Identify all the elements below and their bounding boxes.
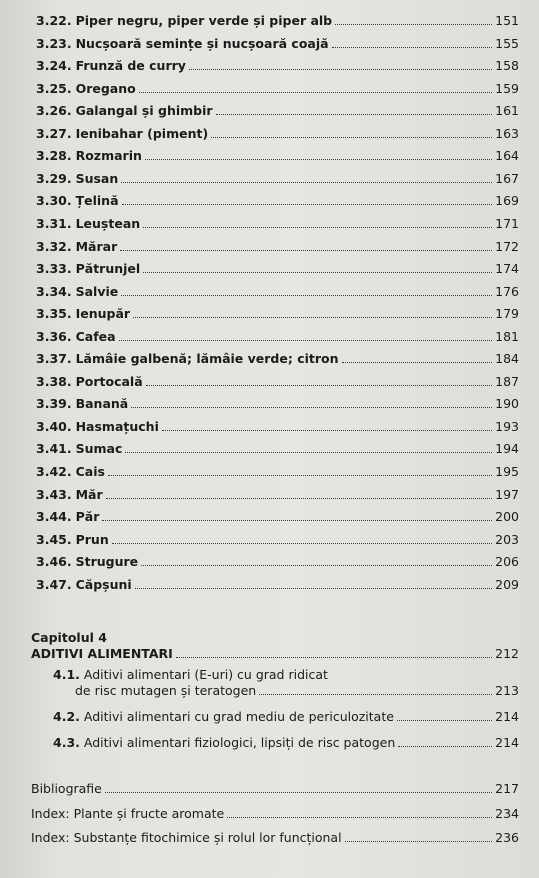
toc-entry <box>36 170 519 186</box>
toc-entry <box>36 576 519 592</box>
leader-dots <box>139 92 492 93</box>
entry-number: 3.36. <box>36 328 72 344</box>
entry-title: Rozmarin <box>75 148 142 164</box>
entry-title: Sumac <box>75 441 123 457</box>
entry-title: Index: Plante și fructe aromate <box>31 806 225 821</box>
entry-number: 3.39. <box>36 396 72 412</box>
leader-dots <box>227 817 492 818</box>
entry-title: Pătrunjel <box>75 261 141 277</box>
entry-number: 3.47. <box>36 576 72 592</box>
entry-title: Măr <box>75 486 103 502</box>
leader-dots <box>189 69 492 70</box>
leader-dots <box>141 565 492 566</box>
toc-entry-index-plants <box>31 805 519 821</box>
page-number: 174 <box>495 261 519 277</box>
entry-number: 3.40. <box>36 418 72 434</box>
page-number: 176 <box>495 283 519 299</box>
entry-title: Cais <box>75 464 105 479</box>
entry-title: Cafea <box>75 328 116 344</box>
page-number: 206 <box>495 554 519 570</box>
page-number: 164 <box>495 148 519 164</box>
leader-dots <box>119 340 493 341</box>
toc-entry <box>36 350 519 366</box>
entry-title: Căpșuni <box>75 576 132 592</box>
entry-title: Strugure <box>75 554 139 570</box>
page-number: 159 <box>495 80 519 96</box>
leader-dots <box>332 47 493 48</box>
chapter-title-row <box>31 645 519 661</box>
entry-title: Lămâie galbenă; lămâie verde; citron <box>75 351 339 367</box>
leader-dots <box>345 841 493 842</box>
entry-number: 3.31. <box>36 215 72 231</box>
toc-entry-4-1-line2 <box>75 682 519 698</box>
entry-number: 3.25. <box>36 80 72 96</box>
leader-dots <box>122 204 493 205</box>
entry-number: 3.38. <box>36 373 72 389</box>
toc-entry-4-1-line1 <box>53 667 328 682</box>
entry-title: Portocală <box>75 373 143 389</box>
toc-entry-4-2 <box>53 708 519 724</box>
toc-entry <box>36 463 519 479</box>
page-number: 197 <box>495 486 519 502</box>
entry-number: 4.2. <box>53 709 80 724</box>
entry-title: Banană <box>75 396 129 412</box>
toc-entry-index-phytochemicals <box>31 829 519 845</box>
toc-entry <box>36 531 519 547</box>
page-number: 169 <box>495 193 519 209</box>
leader-dots <box>145 159 492 160</box>
entry-number: 3.24. <box>36 58 72 74</box>
page-number: 194 <box>495 441 519 457</box>
page-number: 167 <box>495 170 519 186</box>
toc-entry <box>36 238 519 254</box>
entry-title: Țelină <box>75 193 119 209</box>
toc-entry <box>36 305 519 321</box>
entry-title: Index: Substanțe fitochimice și rolul lor funcțional <box>31 830 342 845</box>
page-number: 187 <box>495 373 519 389</box>
entry-title: Aditivi alimentari (E-uri) cu grad ridicat <box>83 667 328 682</box>
entry-title: Păr <box>75 509 100 525</box>
chapter-title: ADITIVI ALIMENTARI <box>31 646 173 661</box>
entry-number: 3.22. <box>36 13 72 28</box>
entry-number: 4.1. <box>53 667 80 682</box>
leader-dots <box>112 543 492 544</box>
entry-title: Aditivi alimentari fiziologici, lipsiți de risc patogen <box>83 735 396 750</box>
entry-title: Bibliografie <box>31 781 102 796</box>
toc-entry <box>36 508 519 524</box>
entry-title: Ienibahar (piment) <box>75 125 209 141</box>
entry-number: 3.46. <box>36 554 72 570</box>
entry-title: Susan <box>75 170 119 186</box>
leader-dots <box>102 520 492 521</box>
entry-number: 3.37. <box>36 351 72 367</box>
toc-entry <box>36 283 519 299</box>
leader-dots <box>143 272 492 273</box>
leader-dots <box>135 588 492 589</box>
toc-entry <box>36 102 519 118</box>
page-number: 190 <box>495 396 519 412</box>
page-number: 179 <box>495 306 519 322</box>
entry-number: 3.26. <box>36 103 72 119</box>
toc-entry <box>36 440 519 456</box>
toc-entry-bibliography <box>31 780 519 796</box>
page-number: 214 <box>495 735 519 750</box>
page-number: 151 <box>495 13 519 28</box>
entry-title: Ienupăr <box>75 306 131 322</box>
entry-title: Oregano <box>75 80 136 96</box>
leader-dots <box>216 114 493 115</box>
entry-number: 3.42. <box>36 464 72 479</box>
entry-title: Galangal și ghimbir <box>75 103 213 119</box>
page-number: 200 <box>495 509 519 525</box>
entry-title-continued: de risc mutagen și teratogen <box>75 683 257 698</box>
entry-number: 3.41. <box>36 441 72 457</box>
entry-number: 3.30. <box>36 193 72 209</box>
entry-title: Mărar <box>75 238 118 254</box>
toc-entry <box>36 192 519 208</box>
toc-entry <box>36 395 519 411</box>
leader-dots <box>397 720 492 721</box>
leader-dots <box>131 407 492 408</box>
entry-number: 4.3. <box>53 735 80 750</box>
leader-dots <box>121 295 492 296</box>
entry-number: 3.23. <box>36 35 72 51</box>
entry-number: 3.27. <box>36 125 72 141</box>
toc-entry <box>36 215 519 231</box>
toc-entry <box>36 418 519 434</box>
entry-number: 3.45. <box>36 531 72 547</box>
toc-entry-4-3 <box>53 734 519 750</box>
entry-title: Aditivi alimentari cu grad mediu de periculozitate <box>83 709 394 724</box>
entry-title: Frunză de curry <box>75 58 186 74</box>
leader-dots <box>120 250 492 251</box>
leader-dots <box>133 317 492 318</box>
toc-entry <box>36 553 519 569</box>
toc-entry <box>36 373 519 389</box>
page-number: 213 <box>495 683 519 698</box>
leader-dots <box>211 137 492 138</box>
chapter-label: Capitolul 4 <box>31 630 107 645</box>
toc-entry <box>36 328 519 344</box>
leader-dots <box>398 746 492 747</box>
leader-dots <box>108 475 492 476</box>
toc-entry <box>36 125 519 141</box>
entry-number: 3.32. <box>36 238 72 254</box>
page-number: 214 <box>495 709 519 724</box>
page-number: 163 <box>495 125 519 141</box>
entry-title: Prun <box>75 531 109 547</box>
entry-number: 3.35. <box>36 306 72 322</box>
entry-title: Nucșoară semințe și nucșoară coajă <box>75 35 329 51</box>
leader-dots <box>342 362 493 363</box>
leader-dots <box>162 430 492 431</box>
entry-number: 3.29. <box>36 170 72 186</box>
toc-entry <box>36 35 519 51</box>
page-number: 212 <box>495 646 519 661</box>
page-number: 161 <box>495 103 519 119</box>
page-number: 181 <box>495 328 519 344</box>
page-number: 234 <box>495 806 519 821</box>
page-number: 217 <box>495 781 519 796</box>
page-number: 236 <box>495 830 519 845</box>
entry-title: Salvie <box>75 283 119 299</box>
entry-title: Hasmațuchi <box>75 418 159 434</box>
leader-dots <box>121 182 492 183</box>
page-number: 209 <box>495 576 519 592</box>
leader-dots <box>143 227 492 228</box>
toc-entry <box>36 57 519 73</box>
page-number: 203 <box>495 531 519 547</box>
leader-dots <box>259 694 492 695</box>
entry-title: Piper negru, piper verde și piper alb <box>75 13 333 28</box>
leader-dots <box>176 657 492 658</box>
page-number: 158 <box>495 58 519 74</box>
toc-entry <box>36 80 519 96</box>
entry-number: 3.44. <box>36 509 72 525</box>
leader-dots <box>105 792 492 793</box>
leader-dots <box>146 385 493 386</box>
leader-dots <box>106 498 493 499</box>
leader-dots <box>335 24 492 25</box>
toc-entry <box>36 486 519 502</box>
toc-entry <box>36 12 519 28</box>
page-number: 155 <box>495 35 519 51</box>
entry-title: Leuștean <box>75 215 141 231</box>
entry-number: 3.28. <box>36 148 72 164</box>
page-number: 171 <box>495 215 519 231</box>
page-number: 184 <box>495 351 519 367</box>
page-number: 195 <box>495 464 519 479</box>
entry-number: 3.34. <box>36 283 72 299</box>
page-number: 193 <box>495 418 519 434</box>
entry-number: 3.43. <box>36 486 72 502</box>
page-number: 172 <box>495 238 519 254</box>
leader-dots <box>125 452 492 453</box>
entry-number: 3.33. <box>36 261 72 277</box>
toc-entry <box>36 260 519 276</box>
toc-entry <box>36 147 519 163</box>
